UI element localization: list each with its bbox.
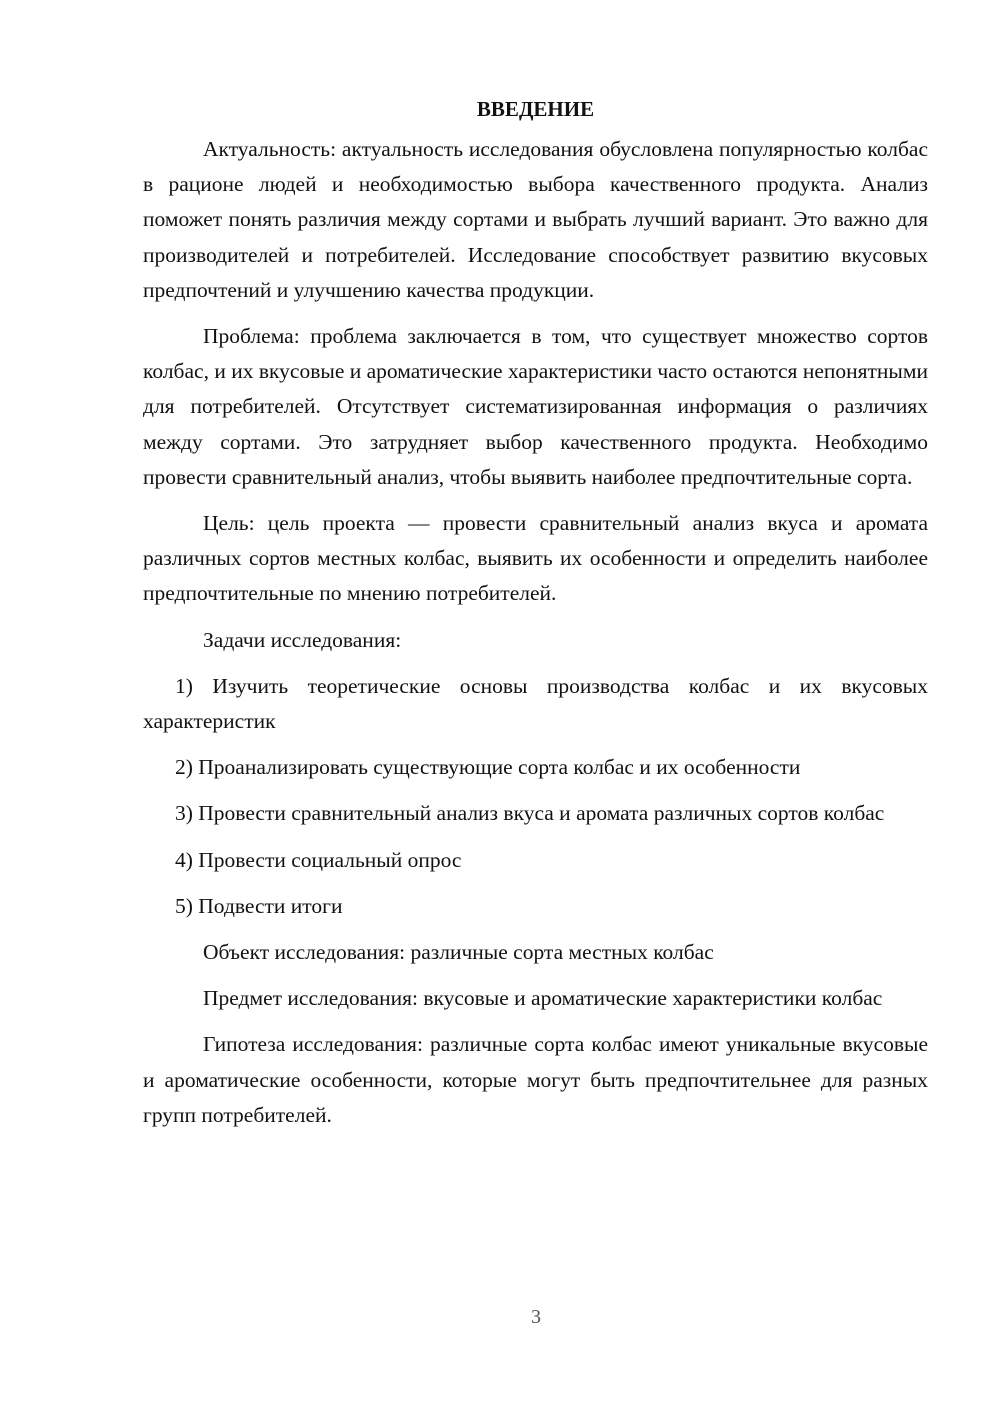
tasks-heading: Задачи исследования: (203, 627, 402, 652)
task-item-1: 1) Изучить теоретические основы производства колбас и их вкусовых характеристик (143, 673, 928, 734)
paragraph-problem: Проблема: проблема заключается в том, что существует множество сортов колбас, и их вкусовые и ароматические характеристики часто остаются непонятными для потребителей. Отсутствует систематизированная информация о различиях между сортами. Это затрудняет выбор качественного продукта. Необходимо провести сравнительный анализ, чтобы выявить наиболее предпочтительные сорта. (143, 324, 928, 489)
task-item-3: 3) Провести сравнительный анализ вкуса и аромата различных сортов колбас (175, 801, 885, 826)
task-item-2: 2) Проанализировать существующие сорта колбас и их особенности (175, 755, 801, 780)
paragraph-goal: Цель: цель проекта — провести сравнительный анализ вкуса и аромата различных сортов местных колбас, выявить их особенности и определить наиболее предпочтительные по мнению потребителей. (143, 511, 928, 606)
paragraph-hypothesis: Гипотеза исследования: различные сорта колбас имеют уникальные вкусовые и ароматические особенности, которые могут быть предпочтительнее для разных групп потребителей. (143, 1032, 928, 1127)
paragraph-relevance: Актуальность: актуальность исследования обусловлена популярностью колбас в рационе людей и необходимостью выбора качественного продукта. Анализ поможет понять различия между сортами и выбрать лучший вариант. Это важно для производителей и потребителей. Исследование способствует развитию вкусовых предпочтений и улучшению качества продукции. (143, 137, 928, 302)
task-item-4: 4) Провести социальный опрос (175, 847, 462, 872)
document-page (143, 92, 928, 1144)
section-title: ВВЕДЕНИЕ (476, 97, 595, 121)
task-item-5: 5) Подвести итоги (175, 893, 343, 918)
paragraph-subject: Предмет исследования: вкусовые и ароматические характеристики колбас (203, 986, 883, 1011)
paragraph-object: Объект исследования: различные сорта местных колбас (203, 940, 714, 965)
page-number: 3 (531, 1306, 541, 1328)
